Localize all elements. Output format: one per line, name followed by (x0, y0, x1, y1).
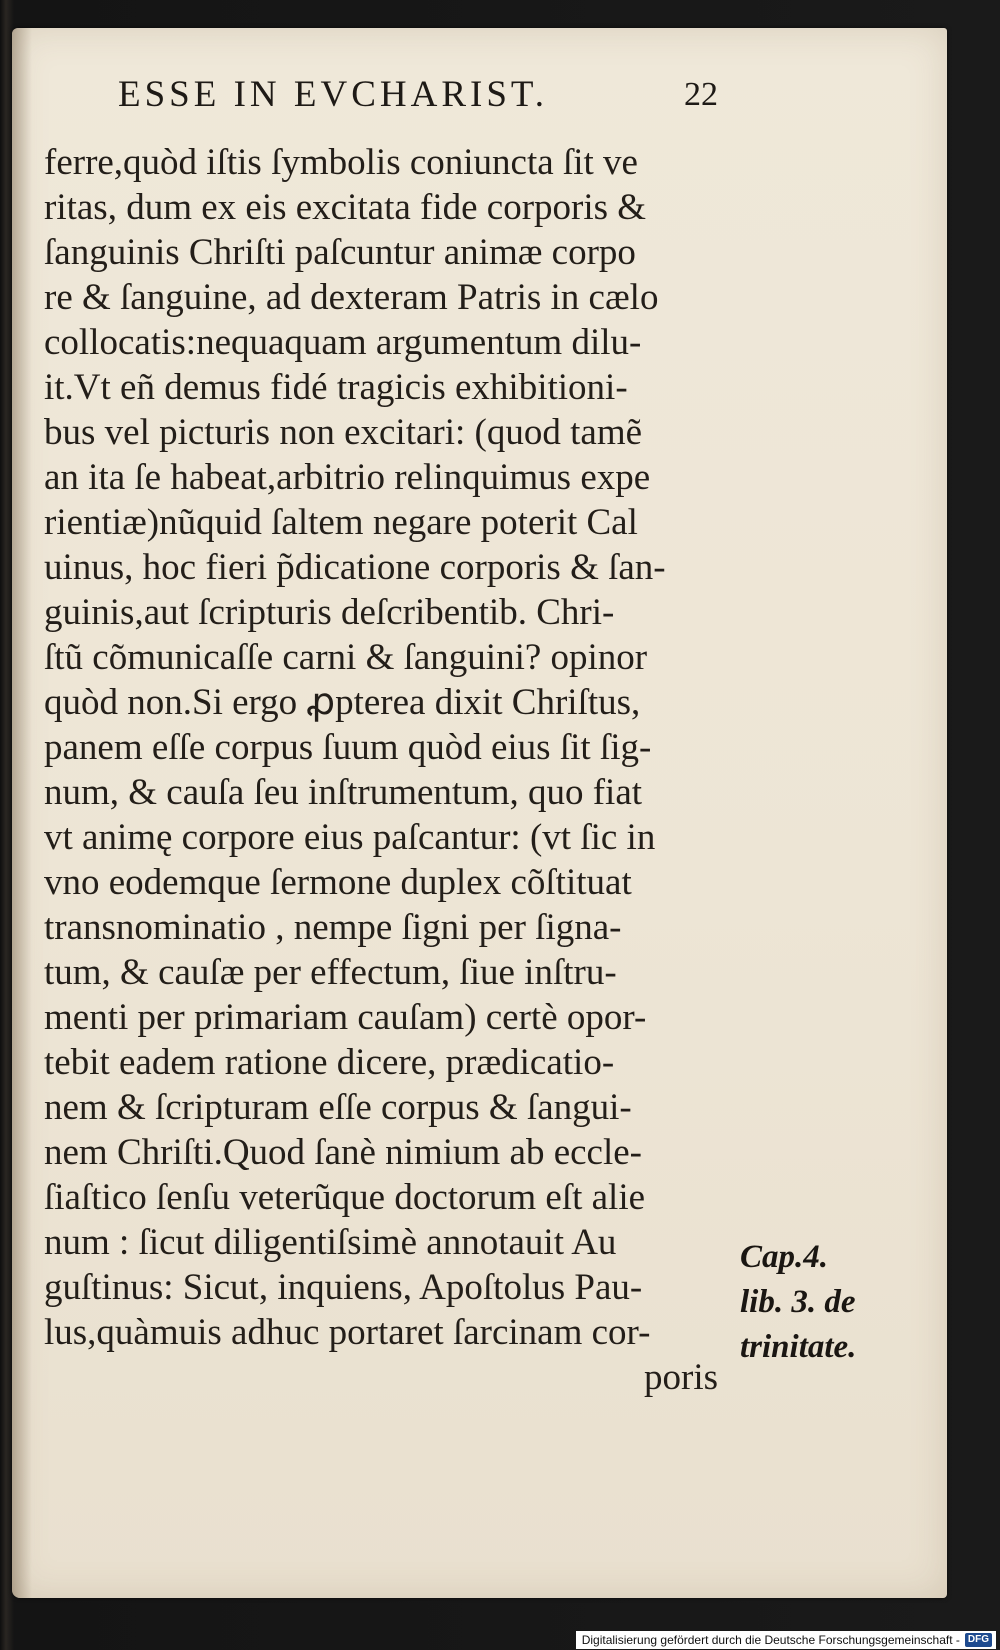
text-line: menti per primariam cauſam) certè opor- (44, 997, 647, 1038)
text-line: re & ſanguine, ad dexteram Patris in cælo (44, 277, 659, 318)
text-line: ferre,quòd iſtis ſymbolis coniuncta ſit ve (44, 142, 638, 183)
text-line: bus vel picturis non excitari: (quod tamẽ (44, 412, 643, 453)
text-line: num : ſicut diligentiſsimè annotauit Au (44, 1222, 617, 1263)
text-line: transnominatio , nempe ſigni per ſigna- (44, 907, 622, 948)
text-line: lus,quàmuis adhuc portaret ſarcinam cor- (44, 1312, 651, 1353)
marginal-note-line: trinitate. (740, 1329, 857, 1365)
text-line: tum, & cauſæ per effectum, ſiue inſtru- (44, 952, 617, 993)
text-line: ſiaſtico ſenſu veterũque doctorum eſt alie (44, 1177, 646, 1218)
text-line: an ita ſe habeat,arbitrio relinquimus expe (44, 457, 651, 498)
credit-text: Digitalisierung gefördert durch die Deutsche Forschungsgemeinschaft - (581, 1633, 960, 1647)
text-line: guinis,aut ſcripturis deſcribentib. Chri- (44, 592, 615, 633)
text-line: num, & cauſa ſeu inſtrumentum, quo fiat (44, 772, 643, 813)
text-line: quòd non.Si ergo ꝓpterea dixit Chriſtus, (44, 682, 641, 723)
text-line: rientiæ)nũquid ſaltem negare poterit Cal (44, 502, 638, 543)
text-line: collocatis:nequaquam argumentum dilu- (44, 322, 642, 363)
text-line: ſtũ cõmunicaſſe carni & ſanguini? opinor (44, 637, 648, 678)
digitization-credit (576, 1631, 996, 1649)
text-line: vno eodemque ſermone duplex cõſtituat (44, 862, 632, 903)
body-text (44, 140, 724, 1400)
marginal-note-line: lib. 3. de (740, 1284, 856, 1320)
page-gutter-shadow (12, 28, 32, 1598)
text-line: it.Vt eñ demus fidé tragicis exhibitioni- (44, 367, 628, 408)
marginal-note (740, 1235, 880, 1370)
text-line: tebit eadem ratione dicere, prædicatio- (44, 1042, 615, 1083)
text-line: panem eſſe corpus ſuum quòd eius ſit ſig- (44, 727, 652, 768)
running-title: ESSE IN EVCHARIST. (118, 74, 549, 115)
text-line: uinus, hoc fieri p̃dicatione corporis & ſan- (44, 547, 666, 588)
text-line: nem & ſcripturam eſſe corpus & ſangui- (44, 1087, 632, 1128)
marginal-note-line: Cap.4. (740, 1239, 829, 1275)
text-line: ſanguinis Chriſti paſcuntur animæ corpo (44, 232, 636, 273)
text-line: ritas, dum ex eis excitata fide corporis & (44, 187, 647, 228)
text-line: vt animę corpore eius paſcantur: (vt ſic in (44, 817, 656, 858)
folio-number: 22 (684, 76, 718, 113)
page-header (118, 67, 718, 123)
text-line: nem Chriſti.Quod ſanè nimium ab eccle- (44, 1132, 642, 1173)
text-line: guſtinus: Sicut, inquiens, Apoſtolus Pau- (44, 1267, 643, 1308)
catchword: poris (644, 1357, 718, 1398)
dfg-logo: DFG (965, 1633, 992, 1647)
